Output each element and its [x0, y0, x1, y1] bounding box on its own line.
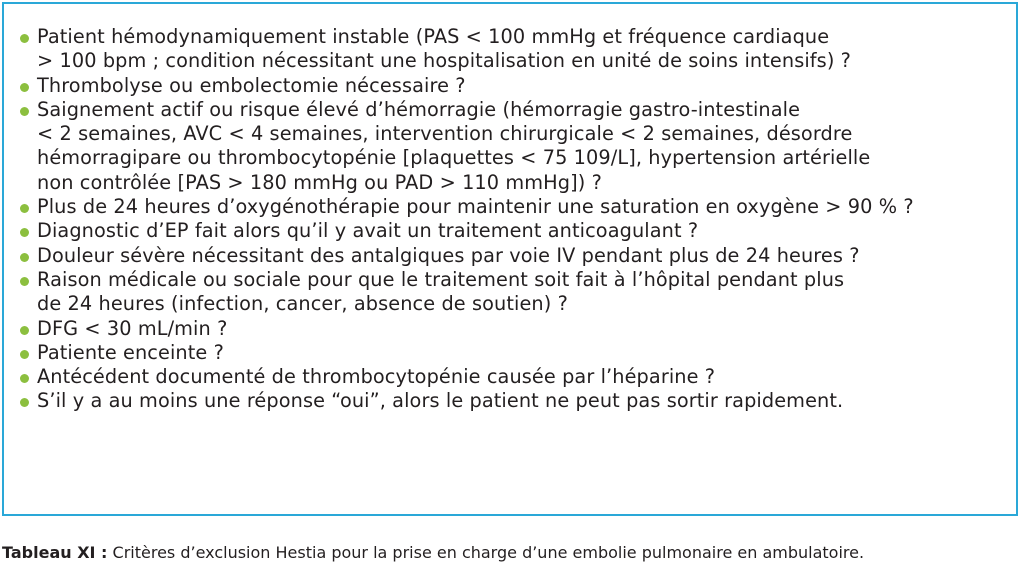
criteria-line: de 24 heures (infection, cancer, absence de soutien) ? — [37, 292, 568, 316]
criteria-item — [20, 25, 1010, 74]
criteria-line: Patient hémodynamiquement instable (PAS < 100 mmHg et fréquence cardiaque — [37, 25, 830, 48]
criteria-item — [20, 317, 1010, 341]
criteria-line: Saignement actif ou risque élevé d’hémorragie (hémorragie gastro-intestinale — [37, 97, 801, 121]
criteria-line: Plus de 24 heures d’oxygénothérapie pour maintenir une saturation en oxygène > 90 % ? — [37, 195, 914, 219]
bullet-icon — [20, 374, 29, 383]
caption-text: Critères d’exclusion Hestia pour la prise en charge d’une embolie pulmonaire en ambulatoire. — [107, 543, 865, 562]
criteria-line: Patiente enceinte ? — [37, 340, 224, 364]
criteria-item — [20, 341, 1010, 365]
bullet-icon — [20, 228, 29, 237]
bullet-icon — [20, 350, 29, 359]
criteria-item — [20, 219, 1010, 243]
bullet-icon — [20, 204, 29, 213]
bullet-icon — [20, 253, 29, 262]
bullet-icon — [20, 398, 29, 407]
bullet-icon — [20, 107, 29, 116]
bullet-icon — [20, 326, 29, 335]
criteria-item — [20, 365, 1010, 389]
criteria-line: DFG < 30 mL/min ? — [37, 316, 228, 340]
criteria-list — [20, 25, 1010, 414]
bullet-icon — [20, 277, 29, 286]
table-caption — [2, 543, 864, 563]
criteria-item — [20, 74, 1010, 98]
criteria-line: Antécédent documenté de thrombocytopénie causée par l’héparine ? — [37, 365, 716, 389]
criteria-item — [20, 98, 1010, 195]
criteria-item — [20, 244, 1010, 268]
criteria-item — [20, 389, 1010, 413]
criteria-line: < 2 semaines, AVC < 4 semaines, intervention chirurgicale < 2 semaines, désordre — [37, 122, 853, 146]
criteria-line: Raison médicale ou sociale pour que le traitement soit fait à l’hôpital pendant plus — [37, 267, 845, 291]
criteria-line: hémorragipare ou thrombocytopénie [plaquettes < 75 109/L], hypertension artérielle — [37, 146, 871, 170]
caption-label: Tableau XI : — [2, 543, 108, 562]
criteria-line: > 100 bpm ; condition nécessitant une hospitalisation en unité de soins intensifs) ? — [37, 49, 852, 73]
criteria-line: non contrôlée [PAS > 180 mmHg ou PAD > 110 mmHg]) ? — [37, 170, 602, 194]
criteria-item — [20, 268, 1010, 317]
criteria-item — [20, 195, 1010, 219]
criteria-line: Douleur sévère nécessitant des antalgiques par voie IV pendant plus de 24 heures ? — [37, 243, 860, 267]
criteria-line: S’il y a au moins une réponse “oui”, alors le patient ne peut pas sortir rapidement. — [37, 389, 844, 413]
bullet-icon — [20, 83, 29, 92]
bullet-icon — [20, 34, 29, 43]
criteria-line: Diagnostic d’EP fait alors qu’il y avait un traitement anticoagulant ? — [37, 219, 699, 243]
criteria-box — [2, 2, 1018, 516]
criteria-line: Thrombolyse ou embolectomie nécessaire ? — [37, 73, 466, 97]
